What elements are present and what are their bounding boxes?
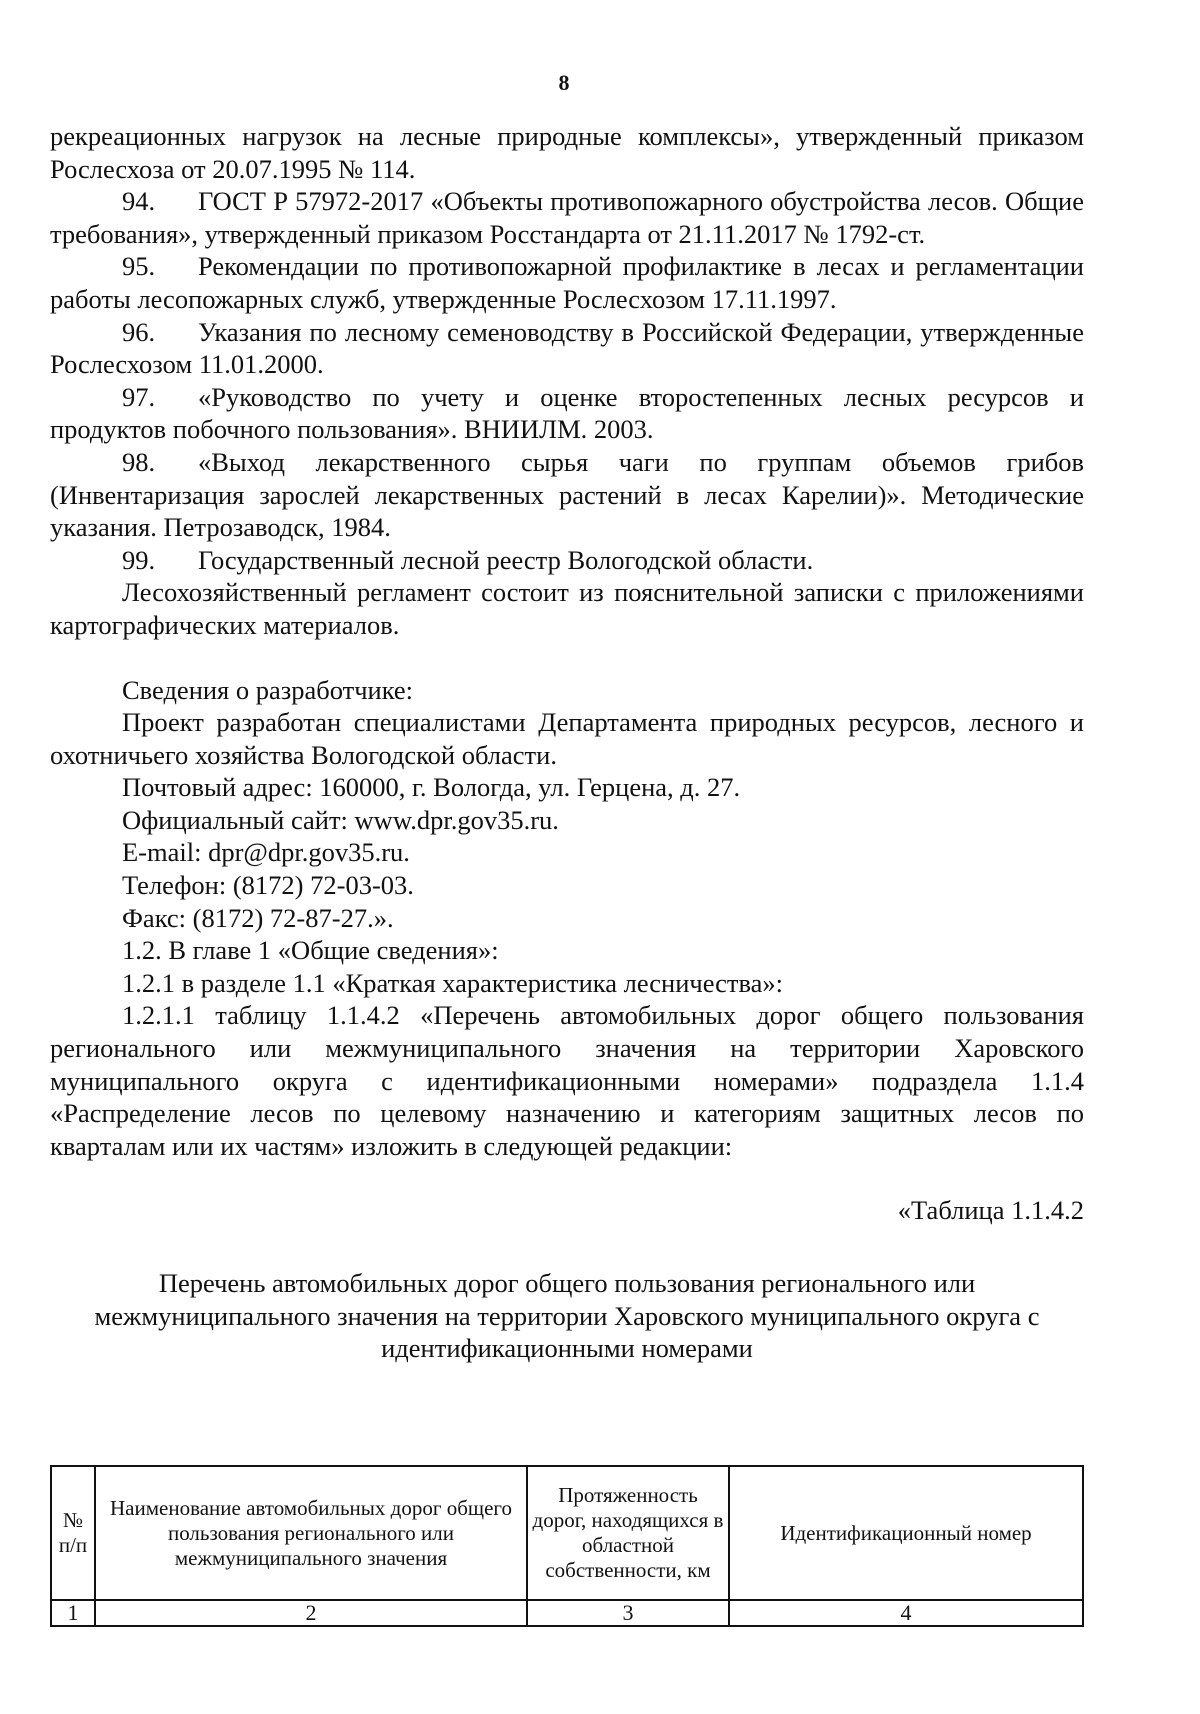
list-item-97	[50, 381, 1084, 446]
list-number: 94.	[122, 186, 156, 217]
list-text: Рекомендации по противопожарной профилактике в лесах и регламентации работы лесопожарных служб, утвержденные Рослесхозом 17.11.1997.	[50, 251, 1084, 314]
index-cell: 1	[51, 1600, 95, 1626]
table-header-row	[51, 1466, 1083, 1600]
list-item-95	[50, 250, 1084, 315]
developer-project: Проект разработан специалистами Департамента природных ресурсов, лесного и охотничьего хозяйства Вологодской области.	[50, 707, 1084, 770]
list-number: 99.	[122, 544, 156, 575]
amendment-1-2-1: 1.2.1 в разделе 1.1 «Краткая характеристика лесничества»:	[122, 967, 784, 998]
table-label: «Таблица 1.1.4.2	[897, 1195, 1084, 1226]
developer-phone: Телефон: (8172) 72-03-03.	[122, 870, 414, 901]
regulation-note: Лесохозяйственный регламент состоит из пояснительной записки с приложениями картографических материалов.	[50, 577, 1084, 640]
index-cell: 3	[527, 1600, 729, 1626]
amendment-1-2: 1.2. В главе 1 «Общие сведения»:	[122, 935, 499, 966]
list-item-96	[50, 316, 1084, 381]
list-number: 97.	[122, 381, 156, 412]
table-title-line: идентификационными номерами	[381, 1333, 753, 1364]
developer-heading: Сведения о разработчике:	[122, 674, 414, 705]
roads-table	[50, 1465, 1084, 1627]
header-number: № п/п	[51, 1466, 95, 1600]
list-number: 95.	[122, 251, 156, 282]
list-item-94	[50, 185, 1084, 250]
list-item-99	[50, 544, 1084, 577]
list-text: Указания по лесному семеноводству в Российской Федерации, утвержденные Рослесхозом 11.01.2000.	[50, 316, 1084, 380]
paragraph-continuation: рекреационных нагрузок на лесные природные комплексы», утвержденный приказом Рослесхоза от 20.07.1995 № 114.	[50, 121, 1084, 184]
developer-email: E-mail: dpr@dpr.gov35.ru.	[122, 837, 410, 868]
list-item-98	[50, 446, 1084, 544]
list-number: 96.	[122, 316, 156, 347]
index-cell: 4	[729, 1600, 1083, 1626]
header-id-number: Идентификационный номер	[729, 1466, 1083, 1600]
document-body	[50, 120, 1084, 1365]
header-length: Протяженность дорог, находящихся в областной собственности, км	[527, 1466, 729, 1600]
spacer	[50, 642, 1084, 674]
header-road-name: Наименование автомобильных дорог общего пользования регионального или межмуниципального значения	[95, 1466, 527, 1600]
table-title-line: межмуниципального значения на территории Харовского муниципального округа с	[94, 1300, 1040, 1331]
amendment-1-2-1-1: 1.2.1.1 таблицу 1.1.4.2 «Перечень автомобильных дорог общего пользования регионального или межмуниципального значения на территории Харовского муниципального округа с идентификационными номерами» подраздела 1.1.4 «Распределение лесов по целевому назначению и категориям защитных лесов по кварталам или их частям» изложить в следующей редакции:	[50, 1000, 1084, 1161]
list-number: 98.	[122, 446, 156, 477]
developer-site: Официальный сайт: www.dpr.gov35.ru.	[122, 804, 559, 835]
list-text: «Руководство по учету и оценке второстепенных лесных ресурсов и продуктов побочного пользования». ВНИИЛМ. 2003.	[50, 381, 1084, 445]
list-text: ГОСТ Р 57972-2017 «Объекты противопожарного обустройства лесов. Общие требования», утвержденный приказом Росстандарта от 21.11.2017 № 1792-ст.	[50, 186, 1084, 249]
table-title	[50, 1267, 1084, 1365]
page-number: 8	[558, 70, 570, 95]
developer-fax: Факс: (8172) 72-87-27.».	[122, 902, 394, 933]
table-title-line: Перечень автомобильных дорог общего пользования регионального или	[158, 1268, 976, 1298]
list-text: «Выход лекарственного сырья чаги по группам объемов грибов (Инвентаризация зарослей лекарственных растений в лесах Карелии)». Методические указания. Петрозаводск, 1984.	[50, 446, 1084, 543]
index-cell: 2	[95, 1600, 527, 1626]
developer-address: Почтовый адрес: 160000, г. Вологда, ул. Герцена, д. 27.	[122, 772, 741, 803]
table-index-row	[51, 1600, 1083, 1626]
list-text: Государственный лесной реестр Вологодской области.	[198, 544, 814, 575]
